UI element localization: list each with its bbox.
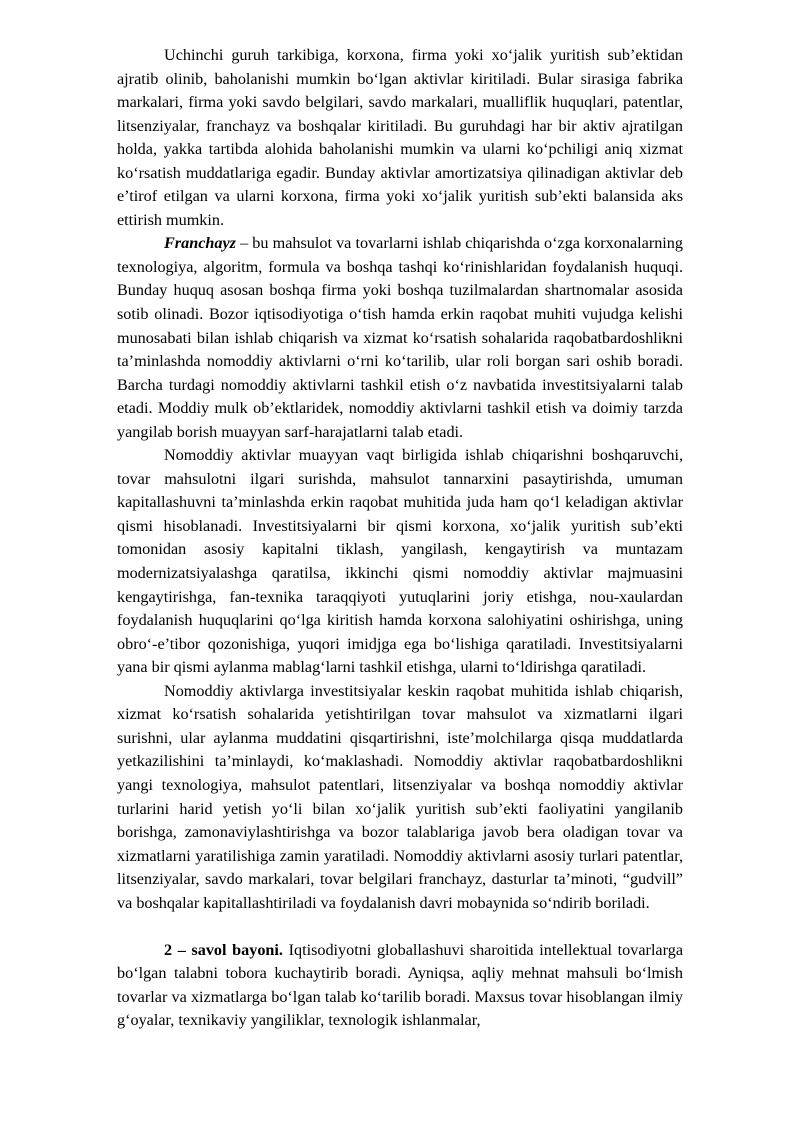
paragraph-text: – bu mahsulot va tovarlarni ishlab chiqarishda o‘zga korxonalarning texnologiya, algoritm, formula va boshqa tashqi ko‘rinishlaridan foydalanish huquqi. Bunday huquq asosan boshqa firma yoki boshqa tuzilmalardan shartnomalar asosida sotib olinadi. Bozor iqtisodiyotiga o‘tish hamda erkin raqobat muhiti vujudga kelishi munosabati bilan ishlab chiqarish va xizmat ko‘rsatish sohalarida raqobatbardoshlikni ta’minlashda nomoddiy aktivlarni o‘rni ko‘tarilib, ular roli borgan sari oshib boradi. Barcha turdagi nomoddiy aktivlarni tashkil etish o‘z navbatida investitsiyalarni talab etadi. Moddiy mulk ob’ektlaridek, nomoddiy aktivlarni tashkil etish va doimiy tarzda yangilab borish muayyan sarf-harajatlarni talab etadi.: [117, 234, 683, 441]
paragraph-text: Nomoddiy aktivlar muayyan vaqt birligida ishlab chiqarishni boshqaruvchi, tovar mahsulotni ilgari surishda, mahsulot tannarxini pasaytirishda, umuman kapitallashuvni ta’minlashda erkin raqobat muhitida juda ham qo‘l keladigan aktivlar qismi hisoblanadi. Investitsiyalarni bir qismi korxona, xo‘jalik yuritish sub’ekti tomonidan asosiy kapitalni tiklash, yangilash, kengaytirish va muntazam modernizatsiyalashga qaratilsa, ikkinchi qismi nomoddiy aktivlar majmuasini kengaytirishga, fan-texnika taraqqiyoti yutuqlarini joriy etishga, nou-xaulardan foydalanish huquqlarini qo‘lga kiritish hamda korxona salohiyatini oshirishga, uning obro‘-e’tibor qozonishiga, yuqori imidjga ega bo‘lishiga qaratiladi. Investitsiyalarni yana bir qismi aylanma mablag‘larni tashkil etishga, ularni to‘ldirishga qaratiladi.: [117, 446, 683, 677]
paragraph-spacer: [117, 915, 683, 939]
section-lead-heading: 2 – savol bayoni.: [164, 940, 283, 959]
paragraph-intangible-assets-role: [117, 444, 683, 679]
defined-term: Franchayz: [164, 234, 236, 253]
paragraph-text: Uchinchi guruh tarkibiga, korxona, firma yoki xo‘jalik yuritish sub’ektidan ajratib olinib, baholanishi mumkin bo‘lgan aktivlar kiritiladi. Bular sirasiga fabrika markalari, firma yoki savdo belgilari, savdo markalari, mualliflik huquqlari, patentlar, litsenziyalar, franchayz va boshqalar kiritiladi. Bu guruhdagi har bir aktiv ajratilgan holda, yakka tartibda alohida baholanishi mumkin va ularni ko‘pchiligi aniq xizmat ko‘rsatish muddatlariga egadir. Bunday aktivlar amortizatsiya qilinadigan aktivlar deb e’tirof etilgan va ularni korxona, firma yoki xo‘jalik yuritish sub’ekti balansida aks ettirish mumkin.: [117, 46, 683, 229]
document-page: [117, 44, 683, 1033]
paragraph-intangible-assets-group-three: [117, 44, 683, 232]
paragraph-intangible-investments: [117, 680, 683, 915]
paragraph-text: Iqtisodiyotni globallashuvi sharoitida intellektual tovarlarga bo‘lgan talabni tobora kuchaytirib boradi. Ayniqsa, aqliy mehnat mahsuli bo‘lmish tovarlar va xizmatlarga bo‘lgan talab ko‘tarilib boradi. Maxsus tovar hisoblangan ilmiy g‘oyalar, texnikaviy yangiliklar, texnologik ishlanmalar,: [117, 940, 683, 1030]
paragraph-franchise-definition: [117, 232, 683, 444]
paragraph-text: Nomoddiy aktivlarga investitsiyalar keskin raqobat muhitida ishlab chiqarish, xizmat ko‘rsatish sohalarida yetishtirilgan tovar mahsulot va xizmatlarni ilgari surishni, ular aylanma muddatini qisqartirishni, iste’molchilarga qisqa muddatlarda yetkazilishini ta’minlaydi, ko‘maklashadi. Nomoddiy aktivlar raqobatbardoshlikni yangi texnologiya, mahsulot patentlari, litsenziyalar va boshqa nomoddiy aktivlar turlarini harid yetish yo‘li bilan xo‘jalik yuritish sub’ekti faoliyatini yangilanib borishga, zamonaviylashtirishga va bozor talablariga javob bera oladigan tovar va xizmatlarni yaratilishiga zamin yaratiladi. Nomoddiy aktivlarni asosiy turlari patentlar, litsenziyalar, savdo markalari, tovar belgilari franchayz, dasturlar ta’minoti, “gudvill” va boshqalar kapitallashtiriladi va foydalanish davri mobaynida so‘ndirib boriladi.: [117, 681, 683, 912]
paragraph-question-two: [117, 939, 683, 1033]
